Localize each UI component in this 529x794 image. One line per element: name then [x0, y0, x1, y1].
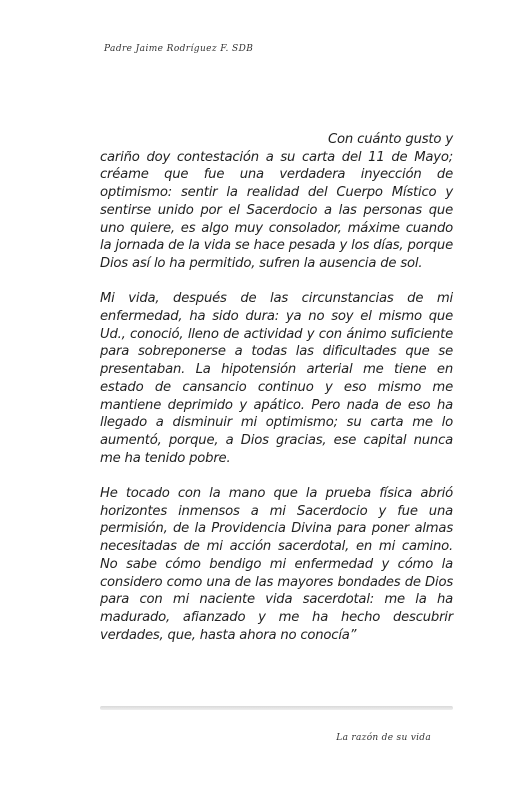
letter-body [100, 131, 453, 662]
paragraph-2: Mi vida, después de las circunstancias de mi enfermedad, ha sido dura: ya no soy el mismo que Ud., conoció, lleno de actividad y con ánimo suficiente para sobreponerse a todas las dificultades que se presentaban. La hipotensión arterial me tiene en estado de cansancio continuo y eso mismo me mantiene deprimido y apático. Pero nada de eso ha llegado a disminuir mi optimismo; su carta me lo aumentó, porque, a Dios gracias, ese capital nunca me ha tenido pobre. [100, 291, 453, 466]
footer-divider [100, 706, 453, 710]
paragraph-1: Con cuánto gusto y cariño doy contestación a su carta del 11 de Mayo; créame que fue una verdadera inyección de optimismo: sentir la realidad del Cuerpo Místico y sentirse unido por el Sacerdocio a las personas que uno quiere, es algo muy consolador, máxime cuando la jornada de la vida se hace pesada y los días, porque Dios así lo ha permitido, sufren la ausencia de sol. [100, 132, 453, 271]
paragraph-3: He tocado con la mano que la prueba física abrió horizontes inmensos a mi Sacerdocio y fue una permisión, de la Providencia Divina para poner almas necesitadas de mi acción sacerdotal, en mi camino. No sabe cómo bendigo mi enfermedad y cómo la considero como una de las mayores bondades de Dios para con mi naciente vida sacerdotal: me la ha madurado, afianzado y me ha hecho descubrir verdades, que, hasta ahora no conocía” [100, 486, 453, 643]
running-header-author: Padre Jaime Rodríguez F. SDB [104, 44, 254, 54]
running-footer-book-title: La razón de su vida [336, 733, 431, 743]
